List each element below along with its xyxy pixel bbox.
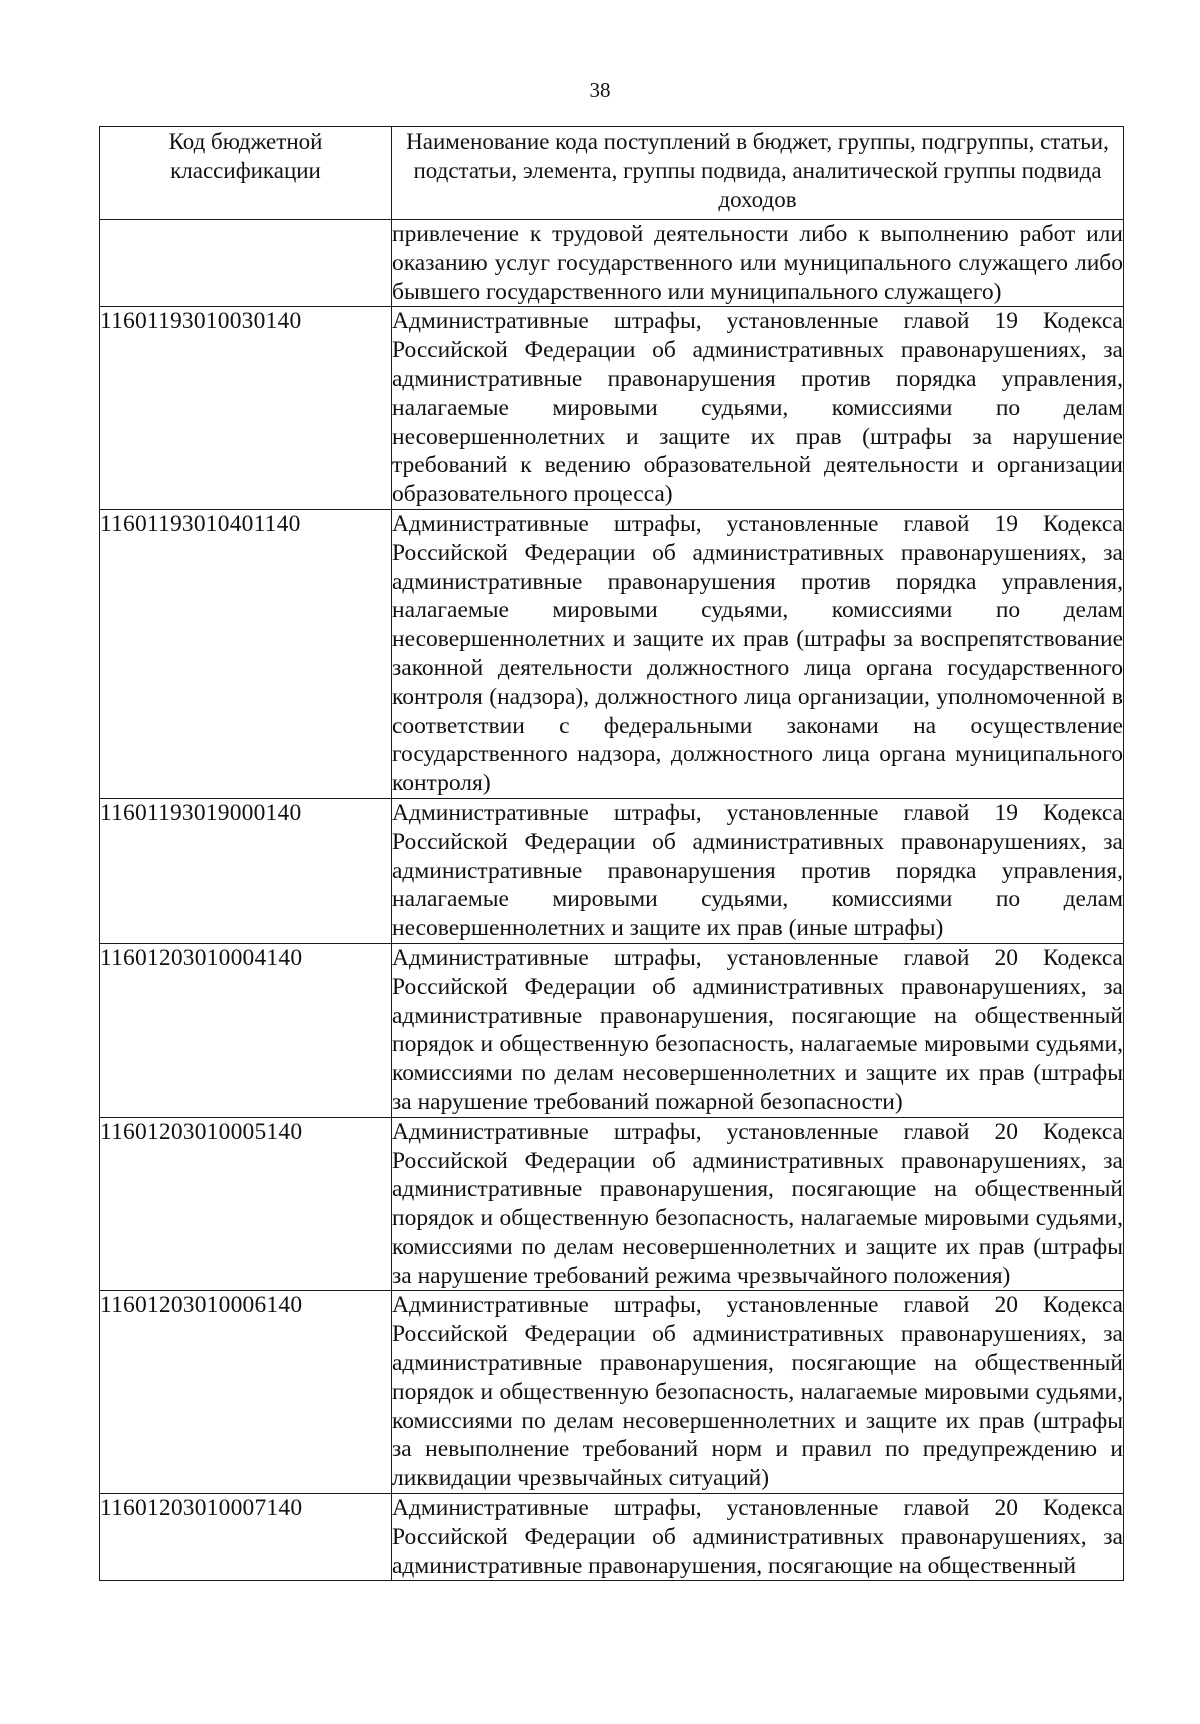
budget-classification-table bbox=[99, 126, 1124, 1581]
code-cell: 11601193019000140 bbox=[100, 798, 392, 943]
code-cell: 11601193010401140 bbox=[100, 509, 392, 798]
page-number: 38 bbox=[589, 78, 611, 102]
code-cell: 11601203010006140 bbox=[100, 1291, 392, 1494]
name-cell: Административные штрафы, установленные главой 20 Кодекса Российской Федерации об административных правонарушениях, за административные правонарушения, посягающие на общественный bbox=[392, 1494, 1124, 1581]
name-cell: Административные штрафы, установленные главой 19 Кодекса Российской Федерации об административных правонарушениях, за административные правонарушения против порядка управления, налагаемые мировыми судьями, комиссиями по делам несовершеннолетних и защите их прав (штрафы за воспрепятствование законной деятельности должностного лица органа государственного контроля (надзора), должностного лица организации, уполномоченной в соответствии с федеральными законами на осуществление государственного надзора, должностного лица органа муниципального контроля) bbox=[392, 509, 1124, 798]
name-cell: Административные штрафы, установленные главой 19 Кодекса Российской Федерации об административных правонарушениях, за административные правонарушения против порядка управления, налагаемые мировыми судьями, комиссиями по делам несовершеннолетних и защите их прав (штрафы за нарушение требований к ведению образовательной деятельности и организации образовательного процесса) bbox=[392, 307, 1124, 510]
code-cell: 11601203010005140 bbox=[100, 1117, 392, 1291]
code-cell: 11601193010030140 bbox=[100, 307, 392, 510]
header-name: Наименование кода поступлений в бюджет, группы, подгруппы, статьи, подстатьи, элемента, группы подвида, аналитической группы подвида доходов bbox=[392, 127, 1124, 220]
table-row bbox=[100, 509, 1124, 798]
name-cell: Административные штрафы, установленные главой 20 Кодекса Российской Федерации об административных правонарушениях, за административные правонарушения, посягающие на общественный порядок и общественную безопасность, налагаемые мировыми судьями, комиссиями по делам несовершеннолетних и защите их прав (штрафы за невыполнение требований норм и правил по предупреждению и ликвидации чрезвычайных ситуаций) bbox=[392, 1291, 1124, 1494]
table-row bbox=[100, 943, 1124, 1117]
table-row bbox=[100, 220, 1124, 307]
name-cell: привлечение к трудовой деятельности либо к выполнению работ или оказанию услуг государственного или муниципального служащего либо бывшего государственного или муниципального служащего) bbox=[392, 220, 1124, 307]
table-row bbox=[100, 1117, 1124, 1291]
table-header-row bbox=[100, 127, 1124, 220]
header-code: Код бюджетной классификации bbox=[100, 127, 392, 220]
name-cell: Административные штрафы, установленные главой 20 Кодекса Российской Федерации об административных правонарушениях, за административные правонарушения, посягающие на общественный порядок и общественную безопасность, налагаемые мировыми судьями, комиссиями по делам несовершеннолетних и защите их прав (штрафы за нарушение требований режима чрезвычайного положения) bbox=[392, 1117, 1124, 1291]
table-row bbox=[100, 307, 1124, 510]
name-cell: Административные штрафы, установленные главой 19 Кодекса Российской Федерации об административных правонарушениях, за административные правонарушения против порядка управления, налагаемые мировыми судьями, комиссиями по делам несовершеннолетних и защите их прав (иные штрафы) bbox=[392, 798, 1124, 943]
table-row bbox=[100, 798, 1124, 943]
code-cell: 11601203010004140 bbox=[100, 943, 392, 1117]
name-cell: Административные штрафы, установленные главой 20 Кодекса Российской Федерации об административных правонарушениях, за административные правонарушения, посягающие на общественный порядок и общественную безопасность, налагаемые мировыми судьями, комиссиями по делам несовершеннолетних и защите их прав (штрафы за нарушение требований пожарной безопасности) bbox=[392, 943, 1124, 1117]
table-row bbox=[100, 1291, 1124, 1494]
code-cell: 11601203010007140 bbox=[100, 1494, 392, 1581]
code-cell bbox=[100, 220, 392, 307]
table-row bbox=[100, 1494, 1124, 1581]
